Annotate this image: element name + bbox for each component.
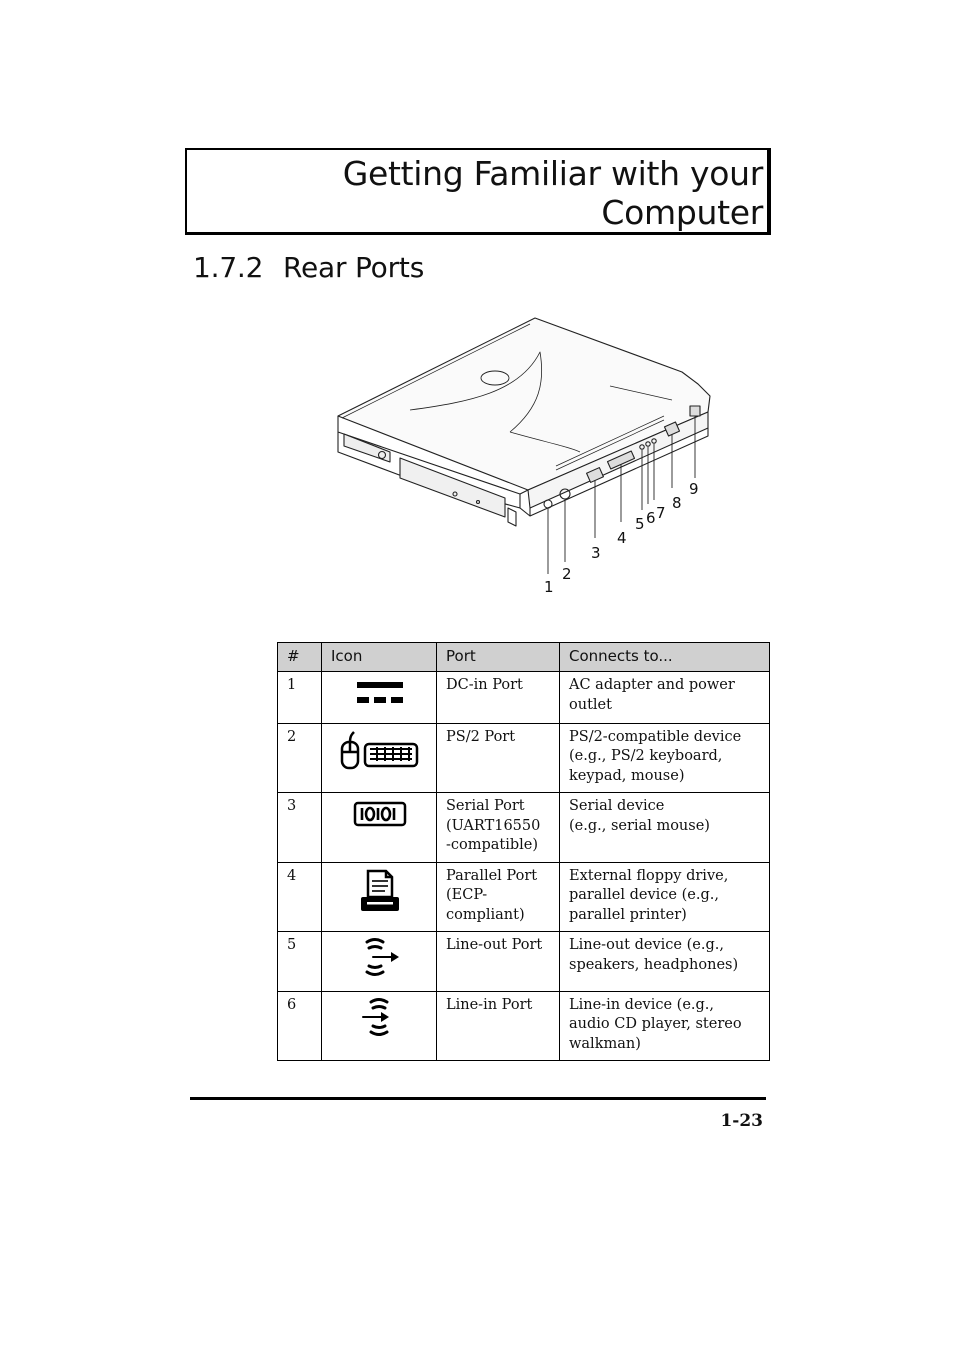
section-title: Rear Ports: [283, 251, 425, 284]
connects-to-line: Line-out device (e.g.,: [569, 937, 724, 953]
row-number: 6: [278, 991, 322, 1061]
printer-icon: [355, 867, 405, 917]
section-heading: [193, 250, 424, 286]
header-icon: Icon: [322, 643, 437, 672]
chapter-title-line-2: Computer: [601, 193, 763, 232]
port-name-line: -compatible): [446, 837, 539, 853]
header-port: Port: [437, 643, 560, 672]
connects-to-line: parallel printer): [569, 906, 687, 923]
laptop-rear-ports-figure: [330, 312, 730, 602]
port-name-line: Serial Port: [446, 798, 525, 814]
connects-to-line: outlet: [569, 696, 612, 713]
port-name-line: PS/2 Port: [446, 728, 516, 745]
callout-8: 8: [672, 494, 682, 512]
callout-2: 2: [562, 565, 572, 583]
line-in-icon: [355, 996, 405, 1038]
connects-to-line: External floppy drive,: [569, 867, 729, 884]
dc-in-icon: [350, 676, 410, 710]
table-row: [278, 793, 770, 863]
row-number: 1: [278, 672, 322, 724]
line-out-icon: [355, 936, 405, 978]
section-number: 1.7.2: [193, 251, 264, 284]
ps2-mouse-keyboard-icon: [338, 728, 422, 778]
connects-to-line: AC adapter and power: [569, 677, 735, 693]
connects-to-line: parallel device (e.g.,: [569, 887, 719, 903]
callout-5: 5: [635, 515, 645, 533]
table-row: [278, 723, 770, 793]
callout-7: 7: [656, 504, 666, 522]
callout-6: 6: [646, 509, 656, 527]
serial-port-icon: [350, 797, 410, 831]
callout-4: 4: [617, 529, 627, 547]
table-row: [278, 932, 770, 992]
header-number: #: [278, 643, 322, 672]
port-name-line: Line-out Port: [446, 937, 543, 953]
table-row: [278, 862, 770, 932]
connects-to-line: keypad, mouse): [569, 767, 685, 784]
port-name-line: Line-in Port: [446, 996, 533, 1013]
header-connects-to: Connects to...: [560, 643, 770, 672]
callout-3: 3: [591, 544, 601, 562]
connects-to-line: PS/2-compatible device: [569, 728, 742, 745]
port-name-line: Parallel Port: [446, 867, 538, 884]
rear-ports-table: [277, 642, 770, 1061]
table-row: [278, 991, 770, 1061]
table-header-row: [278, 643, 770, 672]
page-number: 1-23: [720, 1111, 763, 1131]
chapter-title: [223, 154, 763, 232]
connects-to-line: walkman): [569, 1035, 641, 1052]
callout-1: 1: [544, 578, 554, 596]
callout-9: 9: [689, 480, 699, 498]
port-name-line: compliant): [446, 906, 525, 923]
row-number: 4: [278, 862, 322, 932]
port-name-line: (UART16550: [446, 817, 541, 834]
connects-to-line: Serial device: [569, 798, 665, 814]
row-number: 2: [278, 723, 322, 793]
connects-to-line: Line-in device (e.g.,: [569, 996, 715, 1013]
connects-to-line: speakers, headphones): [569, 956, 739, 973]
connects-to-line: (e.g., PS/2 keyboard,: [569, 748, 723, 764]
footer-rule: [190, 1097, 766, 1100]
port-name-line: (ECP-: [446, 887, 488, 903]
connects-to-line: (e.g., serial mouse): [569, 817, 710, 834]
chapter-title-line-1: Getting Familiar with your: [342, 154, 763, 193]
table-row: [278, 672, 770, 724]
row-number: 5: [278, 932, 322, 992]
chapter-header-box: [185, 148, 771, 235]
port-name-line: DC-in Port: [446, 677, 523, 693]
connects-to-line: audio CD player, stereo: [569, 1016, 742, 1032]
row-number: 3: [278, 793, 322, 863]
